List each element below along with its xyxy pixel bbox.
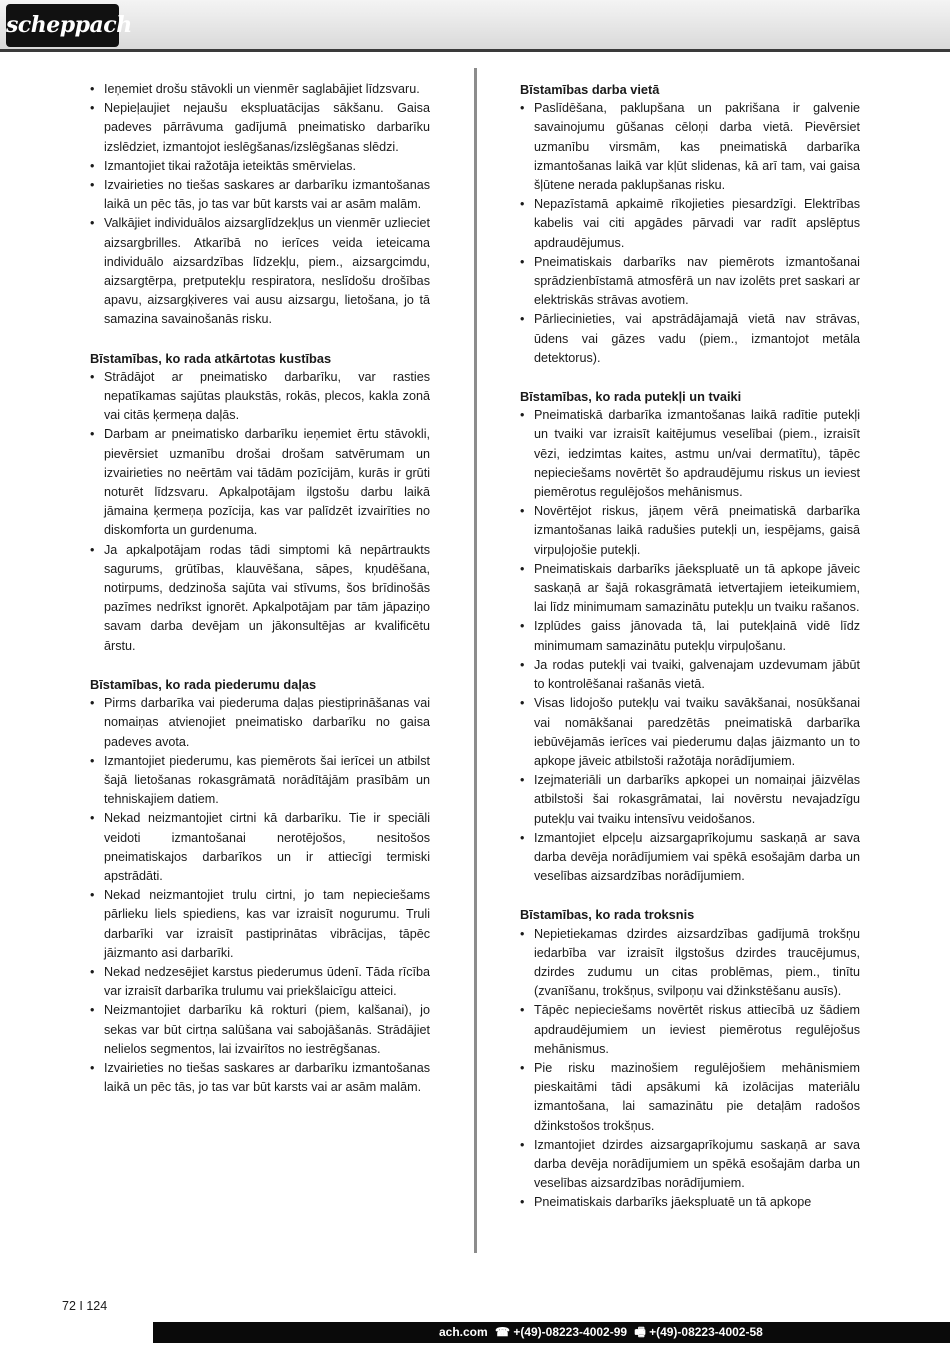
list-item: • Izmantojiet piederumu, kas piemērots šai ierīcei un atbilst šajā lietošanas rokasgrāmatā norādītājām prasībām un tehniskajiem datiem.	[90, 752, 430, 810]
footer-fax: 🖷 +(49)-08223-4002-58	[634, 1325, 763, 1339]
list-item: • Izmantojiet tikai ražotāja ieteiktās smērvielas.	[90, 157, 430, 176]
list-item: • Pneimatiskā darbarīka izmantošanas laikā radītie putekļi un tvaiki var izraisīt kaitējumus veselībai (piem., izraisīt vēzi, iedzimtas kaites, astmu un/vai dermatītu), tāpēc nepieciešams novērtēt šo apdraudējumu riskus un ieviest piemērotus regulējošos mehānismus.	[520, 406, 860, 502]
list-item: • Izvairieties no tiešas saskares ar darbarīku izmantošanas laikā un pēc tās, jo tas var būt karsts vai ar asām malām.	[90, 1059, 430, 1097]
list-item: • Tāpēc nepieciešams novērtēt riskus attiecībā uz šādiem apdraudējumiem un ieviest piemērotus regulējošus mehānismus.	[520, 1001, 860, 1059]
list-item: • Nepazīstamā apkaimē rīkojieties piesardzīgi. Elektrības kabelis vai citi apgādes pārvadi var radīt apslēptus apdraudējumus.	[520, 195, 860, 253]
footer-bar	[0, 1322, 950, 1343]
list-item: • Pie risku mazinošiem regulējošiem mehānismiem pieskaitāmi tādi apsākumi kā izolācijas materiālu izmantošana, lai samazinātu pie detaļām radošos džinkstošos trokšņus.	[520, 1059, 860, 1136]
repetitive-list	[90, 368, 430, 656]
list-item: • Pirms darbarīka vai piederuma daļas piestiprināšanas vai nomaiņas atvienojiet pneimatisko darbarīku no gaisa padeves avota.	[90, 694, 430, 752]
list-item: • Paslīdēšana, paklupšana un pakrišana ir galvenie savainojumu gūšanas cēloņi darba vietā. Pievērsiet uzmanību virsmām, kas pneimatiskā darbarīka izmantošanas laikā var kļūt slidenas, kā arī tam, vai gaisa šļūtene nerada paklupšanas risku.	[520, 99, 860, 195]
section-heading-dust: Bīstamības, ko rada putekļi un tvaiki	[520, 389, 742, 405]
list-item: • Ieņemiet drošu stāvokli un vienmēr saglabājiet līdzsvaru.	[90, 80, 430, 99]
list-item: • Strādājot ar pneimatisko darbarīku, var rasties nepatīkamas sajūtas plaukstās, rokās, plecos, kakla zonā vai citās ķermeņa daļās.	[90, 368, 430, 426]
right-column	[520, 80, 860, 1213]
list-item: • Nepieļaujiet nejaušu ekspluatācijas sākšanu. Gaisa padeves pārrāvuma gadījumā pneimatisko darbarīku izslēdziet, izmantojot ieslēgšanas/izslēgšanas slēdzi.	[90, 99, 430, 157]
list-item: • Izejmateriāli un darbarīks apkopei un nomaiņai jāizvēlas atbilstoši šai rokasgrāmatai, lai novērstu nevajadzīgu putekļu vai tvaiku intensīvu veidošanos.	[520, 771, 860, 829]
list-item: • Pārliecinieties, vai apstrādājamajā vietā nav strāvas, ūdens vai gāzes vadu (piem., izmantojot metāla detektorus).	[520, 310, 860, 368]
list-item: • Izmantojiet elpceļu aizsargaprīkojumu saskaņā ar sava darba devēja norādījumiem vai spēkā esošajām darba un veselības aizsardzības norādījumiem.	[520, 829, 860, 887]
footer-website[interactable]: ach.com	[439, 1325, 488, 1339]
list-item: • Novērtējot riskus, jāņem vērā pneimatiskā darbarīka izmantošanas laikā radušies putekļi un, iespējams, gaisā virpuļojošie putekļi.	[520, 502, 860, 560]
list-item: • Darbam ar pneimatisko darbarīku ieņemiet ērtu stāvokli, pievērsiet uzmanību drošai drošam satvērumam un izvairieties no neērtām vai tādām pozīcijām, kurās ir grūti noturēt līdzsvaru. Apkalpotājam ilgstošu darbu laikā jāmaina ķermeņa pozīcija, kas var palīdzēt izvairīties no diskomforta un gurdenuma.	[90, 425, 430, 540]
list-item: • Ja rodas putekļi vai tvaiki, galvenajam uzdevumam jābūt to kontrolēšanai rašanās vietā.	[520, 656, 860, 694]
list-item: • Izvairieties no tiešas saskares ar darbarīku izmantošanas laikā un pēc tās, jo tas var būt karsts vai ar asām malām.	[90, 176, 430, 214]
left-column	[90, 80, 430, 1097]
list-item: • Pneimatiskais darbarīks jāekspluatē un tā apkope	[520, 1193, 860, 1212]
noise-list	[520, 925, 860, 1213]
dust-list	[520, 406, 860, 886]
list-item: • Valkājiet individuālos aizsarglīdzekļus un vienmēr uzlieciet aizsargbrilles. Atkarībā no ierīces veida ieteicama individuālo aizsardzības līdzekļu, piem., aizsargcimdu, aizsargtērpa, pretputekļu respiratora, neslīdošu drošības apavu, aizsargķiveres vai ausu aizsargu, lietošana, jo tā samazina savainošanās risku.	[90, 214, 430, 329]
brand-logo: scheppach	[6, 4, 119, 47]
header-band	[0, 0, 950, 50]
list-item: • Nekad neizmantojiet cirtni kā darbarīku. Tie ir speciāli veidoti izmantošanai nerotējošos, nesitošos pneimatiskajos darbarīkos un ir attiecīgi termiski apstrādāti.	[90, 809, 430, 886]
section-heading-noise: Bīstamības, ko rada troksnis	[520, 907, 695, 923]
list-item: • Visas lidojošo putekļu vai tvaiku savākšanai, nosūkšanai vai nomākšanai paredzētās pneimatiskā darbarīka iebūvējamās ierīces vai piederumu daļas jāizmanto un to apkope jāveic atbilstoši ražotāja norādījumiem.	[520, 694, 860, 771]
column-divider	[474, 68, 477, 1253]
footer-phone: ☎ +(49)-08223-4002-99	[495, 1325, 628, 1339]
accessories-list	[90, 694, 430, 1097]
list-item: • Izmantojiet dzirdes aizsargaprīkojumu saskaņā ar sava darba devēja norādījumiem un spēkā esošajām darba un veselības aizsardzības norādījumiem.	[520, 1136, 860, 1194]
workplace-list	[520, 99, 860, 368]
footer-white-block	[0, 1322, 153, 1343]
section-heading-repetitive: Bīstamības, ko rada atkārtotas kustības	[90, 350, 332, 366]
page-number: 72 I 124	[62, 1299, 108, 1313]
section-heading-workplace: Bīstamības darba vietā	[520, 82, 660, 97]
section-heading-accessories: Bīstamības, ko rada piederumu daļas	[90, 676, 317, 692]
list-item: • Nepietiekamas dzirdes aizsardzības gadījumā trokšņu iedarbība var izraisīt ilgstošus dzirdes traucējumus, dzirdes zudumu un citas problēmas, piem., tinītu (zvanīšanu, trokšņus, svilpoņu vai džinkstēšanu ausīs).	[520, 925, 860, 1002]
list-item: • Pneimatiskais darbarīks nav piemērots izmantošanai sprādzienbīstamā atmosfērā un nav izolēts pret saskari ar elektriskās strāvas avotiem.	[520, 253, 860, 311]
list-item: • Izplūdes gaiss jānovada tā, lai putekļainā vidē līdz minimumam samazinātu putekļu virpuļošanu.	[520, 617, 860, 655]
footer-contact	[439, 1322, 767, 1343]
list-item: • Ja apkalpotājam rodas tādi simptomi kā nepārtraukts sagurums, grūtības, klauvēšana, sāpes, kņudēšana, notirpums, dedzinoša sajūta vai stīvums, šos brīdinošās pazīmes nedrīkst ignorēt. Apkalpotājam par tām jāpaziņo savam darba devējam un jākonsultējas ar kvalificētu ārstu.	[90, 541, 430, 656]
header-rule	[0, 49, 950, 52]
intro-list	[90, 80, 430, 330]
list-item: • Nekad nedzesējiet karstus piederumus ūdenī. Tāda rīcība var izraisīt darbarīka trulumu vai priekšlaicīgu atteici.	[90, 963, 430, 1001]
list-item: • Pneimatiskais darbarīks jāekspluatē un tā apkope jāveic saskaņā ar šajā rokasgrāmatā ietvertajiem ieteikumiem, lai līdz minimumam samazinātu putekļu un tvaiku rašanos.	[520, 560, 860, 618]
list-item: • Nekad neizmantojiet trulu cirtni, jo tam nepieciešams pārlieku liels spiediens, kas var izraisīt nogurumu. Truli darbarīki var izraisīt pastiprinātas vibrācijas, tāpēc jāizmanto asi darbarīki.	[90, 886, 430, 963]
list-item: • Neizmantojiet darbarīku kā rokturi (piem, kalšanai), jo sekas var būt cirtņa salūšana vai sabojāšanās. Strādājiet nelielos segmentos, lai izvairītos no iestrēgšanas.	[90, 1001, 430, 1059]
